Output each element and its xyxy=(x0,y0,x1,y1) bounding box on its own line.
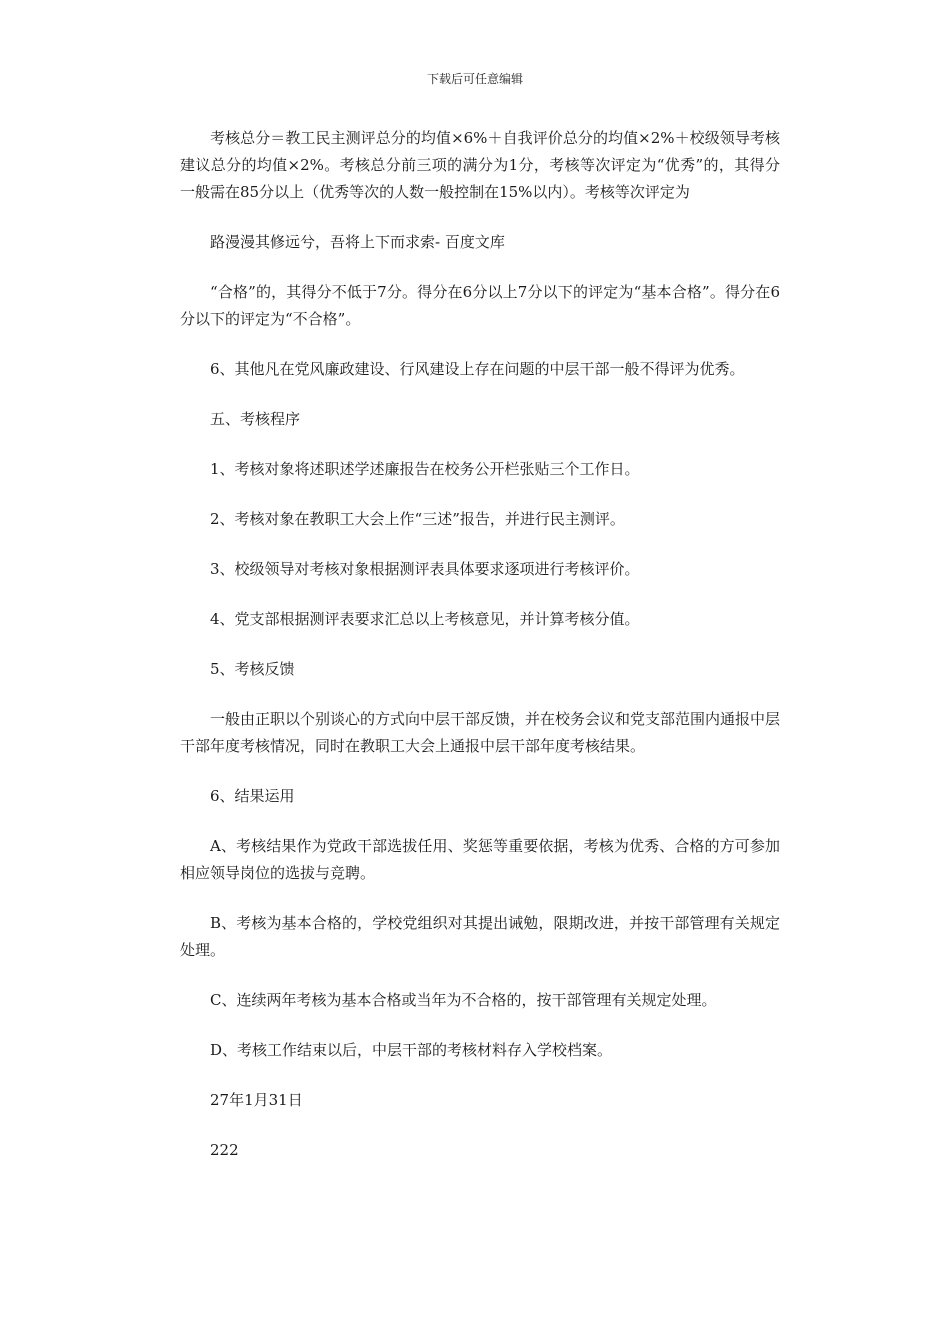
procedure-step-6: 6、结果运用 xyxy=(210,787,295,805)
document-footer-number: 222 xyxy=(210,1141,239,1159)
procedure-step-3: 3、校级领导对考核对象根据测评表具体要求逐项进行考核评价。 xyxy=(210,560,640,578)
result-item-c: C、连续两年考核为基本合格或当年为不合格的，按干部管理有关规定处理。 xyxy=(210,991,717,1009)
paragraph-rule-6: 6、其他凡在党风廉政建设、行风建设上存在问题的中层干部一般不得评为优秀。 xyxy=(210,360,745,378)
result-item-b: B、考核为基本合格的，学校党组织对其提出诫勉，限期改进，并按干部管理有关规定处理。 xyxy=(180,914,780,959)
procedure-step-5: 5、考核反馈 xyxy=(210,660,295,678)
document-date: 27年1月31日 xyxy=(210,1091,303,1109)
paragraph-pass-criteria: “合格”的，其得分不低于7分。得分在6分以上7分以下的评定为“基本合格”。得分在6分以下的评定为“不合格”。 xyxy=(180,283,780,328)
procedure-step-4: 4、党支部根据测评表要求汇总以上考核意见，并计算考核分值。 xyxy=(210,610,640,628)
paragraph-feedback: 一般由正职以个别谈心的方式向中层干部反馈，并在校务会议和党支部范围内通报中层干部年度考核情况，同时在教职工大会上通报中层干部年度考核结果。 xyxy=(180,710,781,755)
procedure-step-1: 1、考核对象将述职述学述廉报告在校务公开栏张贴三个工作日。 xyxy=(210,460,640,478)
paragraph-watermark-quote: 路漫漫其修远兮，吾将上下而求索- 百度文库 xyxy=(210,233,505,251)
section-heading-procedure: 五、考核程序 xyxy=(210,410,301,428)
result-item-a: A、考核结果作为党政干部选拔任用、奖惩等重要依据，考核为优秀、合格的方可参加相应领导岗位的选拔与竞聘。 xyxy=(180,837,780,882)
paragraph-score-formula: 考核总分＝教工民主测评总分的均值×6%＋自我评价总分的均值×2%＋校级领导考核建议总分的均值×2%。考核总分前三项的满分为1分，考核等次评定为“优秀”的，其得分一般需在85分以上（优秀等次的人数一般控制在15%以内）。考核等次评定为 xyxy=(180,129,780,201)
result-item-d: D、考核工作结束以后，中层干部的考核材料存入学校档案。 xyxy=(210,1041,613,1059)
procedure-step-2: 2、考核对象在教职工大会上作“三述”报告，并进行民主测评。 xyxy=(210,510,625,528)
page-header-note: 下载后可任意编辑 xyxy=(426,72,523,86)
document-body xyxy=(180,125,780,1187)
